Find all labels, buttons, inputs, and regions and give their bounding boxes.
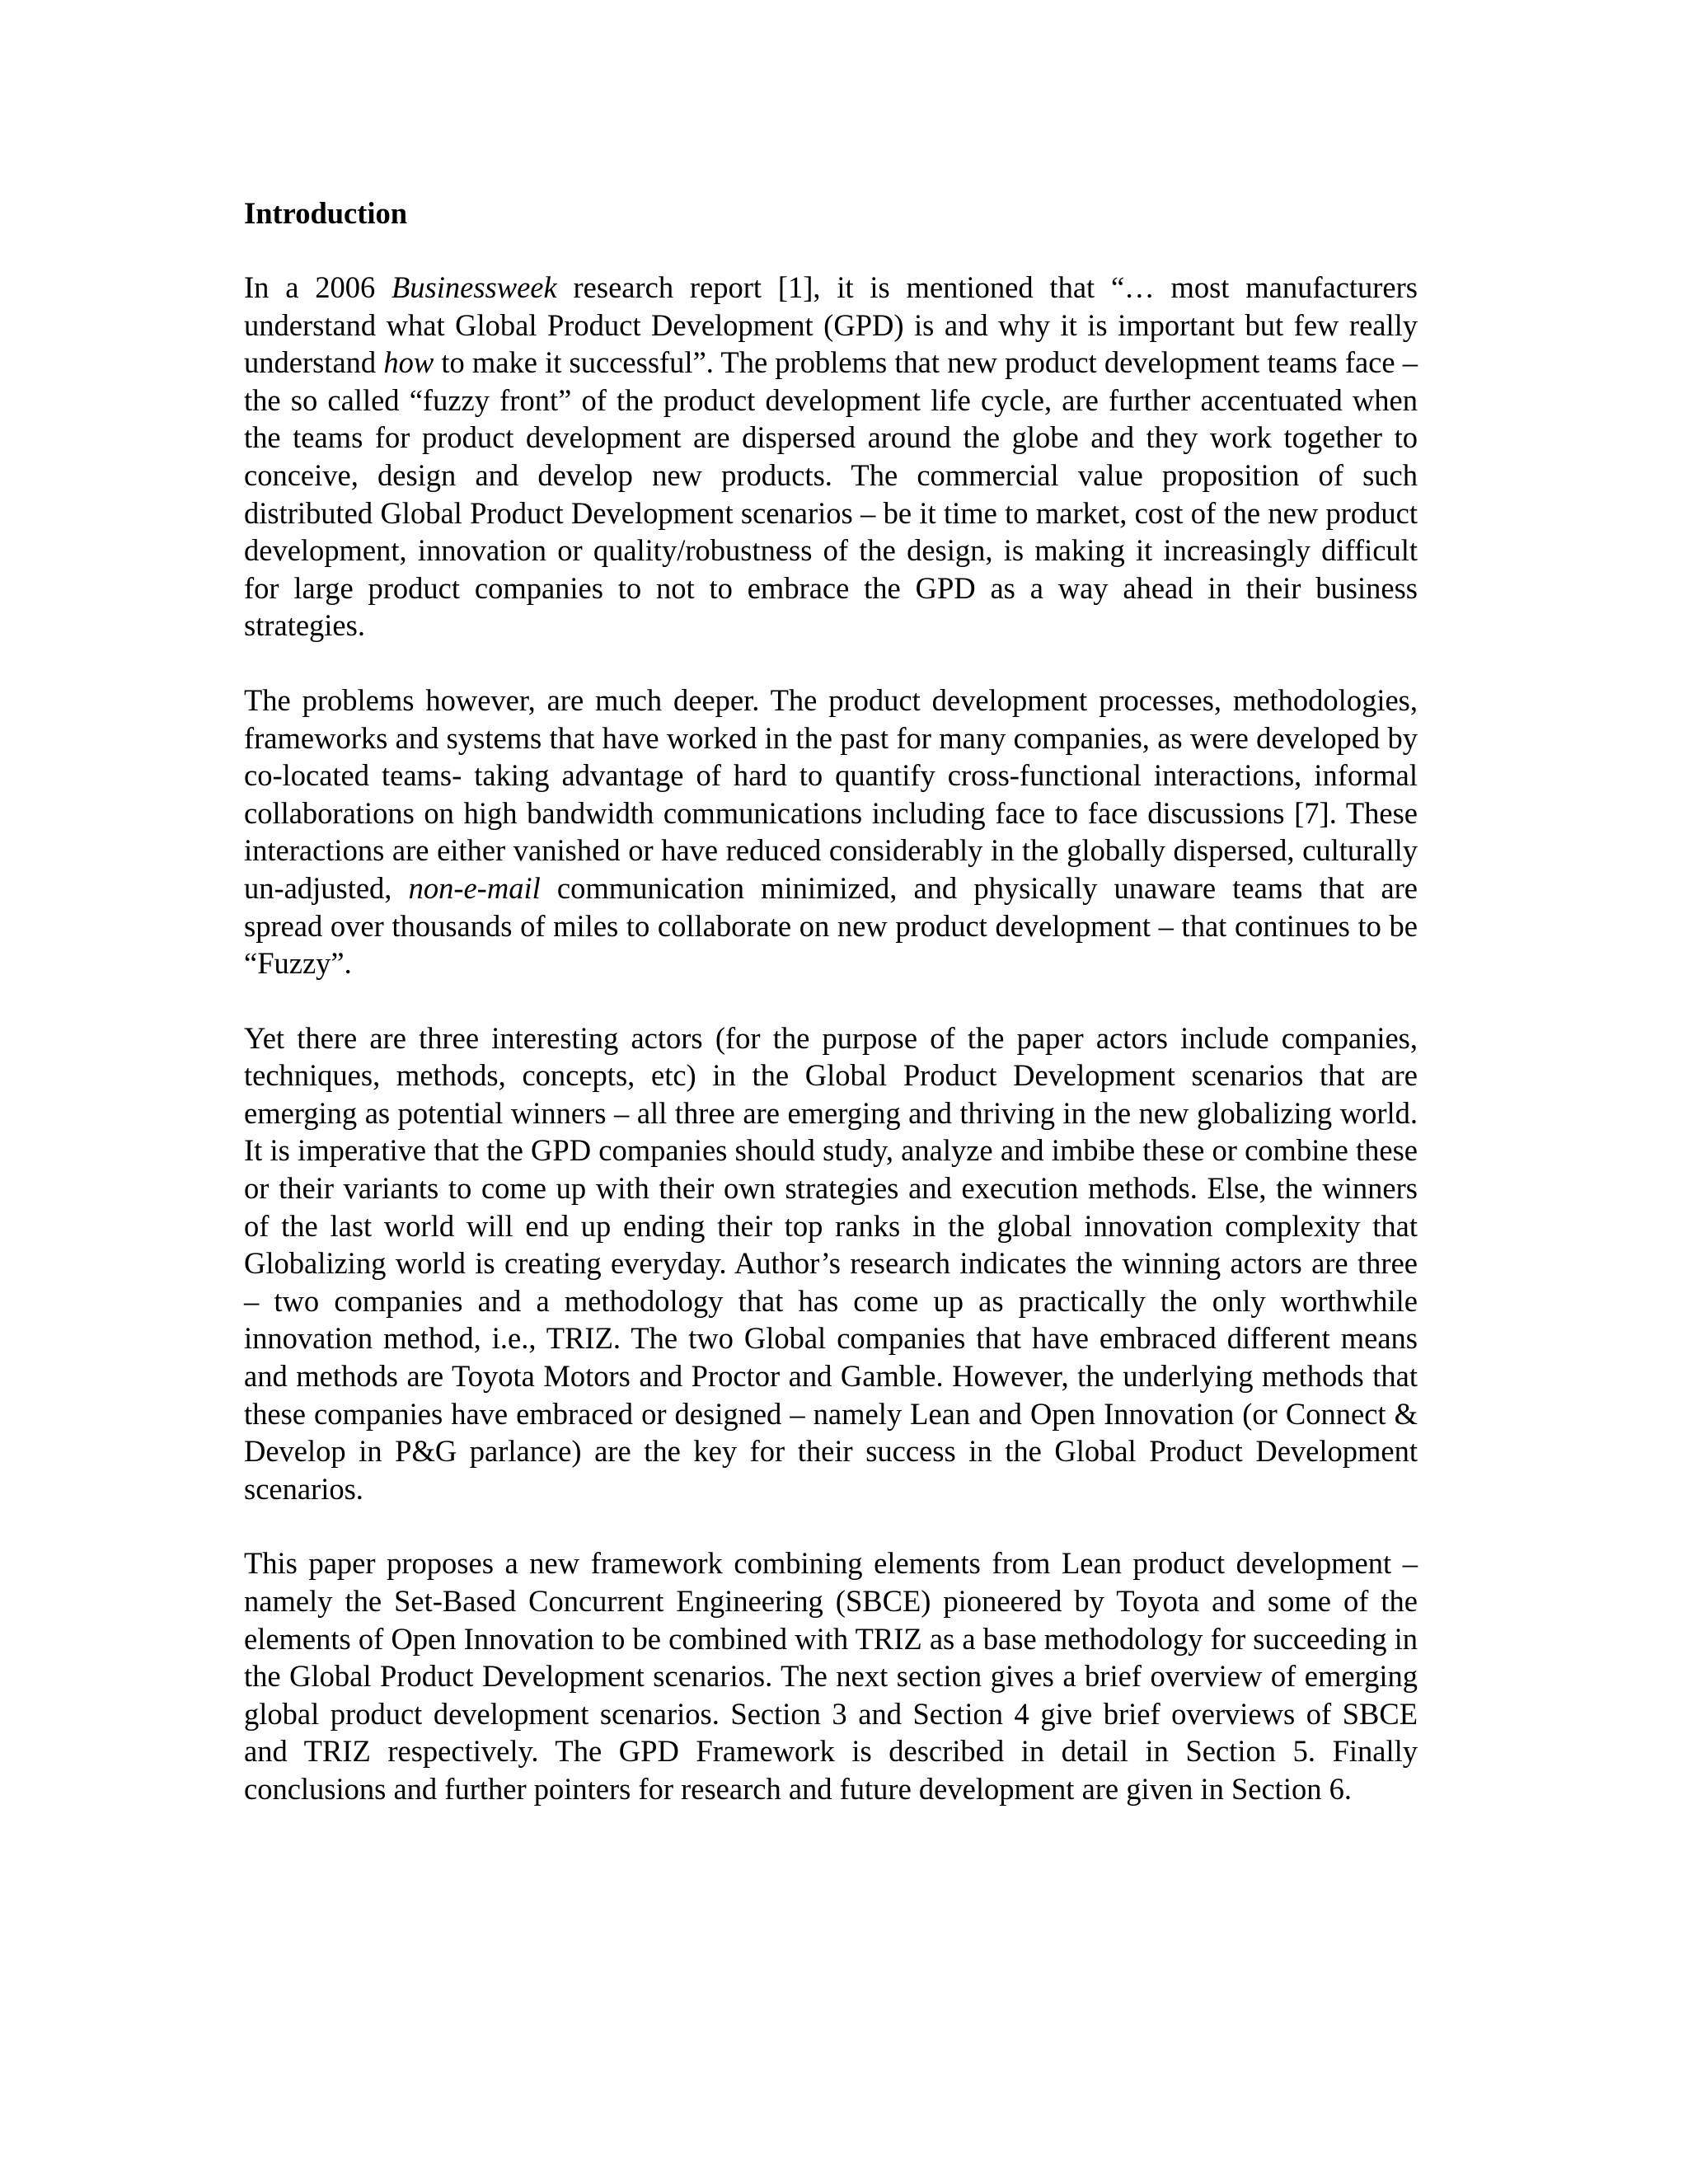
paragraph-4: This paper proposes a new framework combining elements from Lean product development – namely the Set-Based Concurrent Engineering (SBCE) pioneered by Toyota and some of the elements of Open Innovation to be combined with TRIZ as a base methodology for succeeding in the Global Product Development scenarios. The next section gives a brief overview of emerging global product development scenarios. Section 3 and Section 4 give brief overviews of SBCE and TRIZ respectively. The GPD Framework is described in detail in Section 5. Finally conclusions and further pointers for research and future development are given in Section 6. <box>244 1546 1418 1806</box>
paragraph-2 <box>244 682 1418 982</box>
paragraph-2-text-b: communication minimized, and physically unaware teams that are spread over thousands of miles to collaborate on new product development – that continues to be “Fuzzy”. <box>244 870 1418 981</box>
paragraph-1-text-b: research report [1], it is mentioned that “… most manufacturers understand what Global Product Development (GPD) is and why it is important but few really understand <box>244 270 1418 380</box>
emphasis-non-email: non-e-mail <box>408 870 541 905</box>
paragraph-3: Yet there are three interesting actors (for the purpose of the paper actors include companies, techniques, methods, concepts, etc) in the Global Product Development scenarios that are emerging as potential winners – all three are emerging and thriving in the new globalizing world. It is imperative that the GPD companies should study, analyze and imbibe these or combine these or their variants to come up with their own strategies and execution methods. Else, the winners of the last world will end up ending their top ranks in the global innovation complexity that Globalizing world is creating everyday. Author’s research indicates the winning actors are three – two companies and a methodology that has come up as practically the only worthwhile innovation method, i.e., TRIZ. The two Global companies that have embraced different means and methods are Toyota Motors and Proctor and Gamble. However, the underlying methods that these companies have embraced or designed – namely Lean and Open Innovation (or Connect & Develop in P&G parlance) are the key for their success in the Global Product Development scenarios. <box>244 1020 1418 1506</box>
paragraph-2-text-a: The problems however, are much deeper. The product development processes, methodologies, frameworks and systems that have worked in the past for many companies, as were developed by co-located teams- taking advantage of hard to quantify cross-functional interactions, informal collaborations on high bandwidth communications including face to face discussions [7]. These interactions are either vanished or have reduced considerably in the globally dispersed, culturally un-adjusted, <box>244 682 1418 905</box>
document-page <box>244 194 1418 1845</box>
paragraph-1-text-c: to make it successful”. The problems that new product development teams face – the so called “fuzzy front” of the product development life cycle, are further accentuated when the teams for product development are dispersed around the globe and they work together to conceive, design and develop new products. The commercial value proposition of such distributed Global Product Development scenarios – be it time to market, cost of the new product development, innovation or quality/robustness of the design, is making it increasingly difficult for large product companies to not to embrace the GPD as a way ahead in their business strategies. <box>244 345 1418 643</box>
paragraph-1-text-a: In a 2006 <box>244 270 392 304</box>
paragraph-1 <box>244 269 1418 644</box>
emphasis-how: how <box>383 345 434 380</box>
section-heading: Introduction <box>244 196 408 230</box>
journal-name: Businessweek <box>392 270 557 304</box>
